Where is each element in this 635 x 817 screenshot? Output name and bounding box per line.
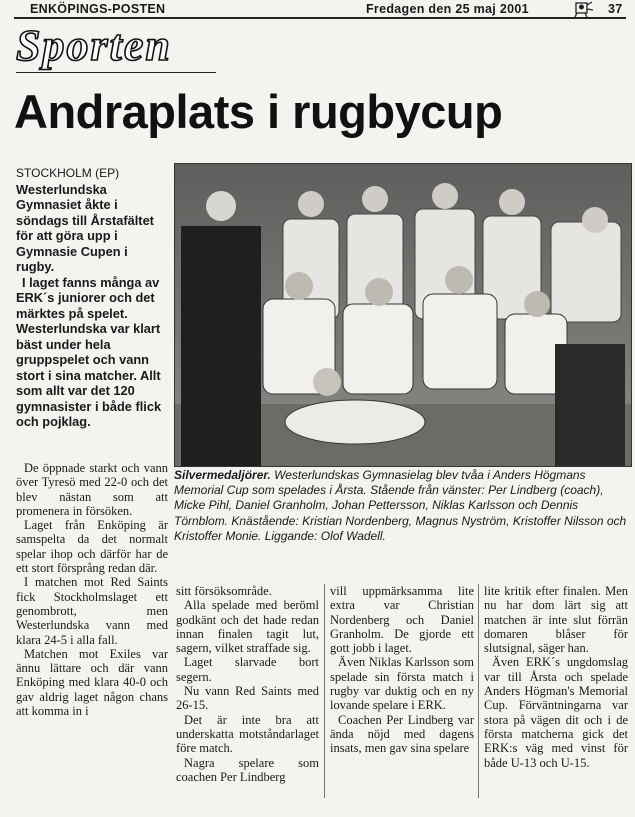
body-column-1 bbox=[16, 461, 168, 718]
lead-paragraph: I laget fanns många av ERK´s juniorer och det märktes på spelet. Westerlundska var klart bäst under hela gruppspelet och vann stort i sina matcher. Allt som allt var det 120 gymnasister i både flick och pojklag. bbox=[16, 274, 162, 429]
body-paragraph: De öppnade starkt och vann över Tyresö med 22-0 och det blev nästan som att promenera in försöken. bbox=[16, 461, 168, 518]
mascot-logo-icon bbox=[572, 0, 594, 18]
body-paragraph: Nagra spelare som coachen Per Lindberg bbox=[176, 755, 319, 784]
photo-caption bbox=[174, 468, 630, 544]
body-column-2 bbox=[176, 584, 319, 784]
article-lead bbox=[16, 166, 168, 430]
body-paragraph: Matchen mot Exiles var ännu lättare och där vann Enköping med klara 40-0 och gav aldrig laget någon chans att komma in i bbox=[16, 646, 168, 719]
body-paragraph: Det är inte bra att underskatta motståndarlaget före match. bbox=[176, 712, 319, 756]
masthead-rule bbox=[14, 17, 626, 19]
issue-date: Fredagen den 25 maj 2001 bbox=[366, 2, 529, 16]
column-divider bbox=[324, 584, 325, 798]
article-headline: Andraplats i rugbycup bbox=[14, 85, 503, 138]
body-paragraph: Alla spelade med beröml godkänt och det hade redan innan finalen tagit lut, sagern, vilket straffade sig. bbox=[176, 598, 319, 656]
section-title: Sporten bbox=[16, 21, 172, 70]
body-column-4 bbox=[484, 584, 628, 770]
column-divider bbox=[478, 584, 479, 798]
body-paragraph: Nu vann Red Saints med 26-15. bbox=[176, 684, 319, 713]
body-paragraph: Coachen Per Lindberg var ända nöjd med dagens insats, men gav sina spelare bbox=[330, 712, 474, 756]
dateline: STOCKHOLM (EP) bbox=[16, 166, 120, 180]
team-photo-image bbox=[174, 163, 632, 467]
body-paragraph: lite kritik efter finalen. Men nu har dom lärt sig att matchen är inte slut förrän domaren blåser för slutsignal, säger han. bbox=[484, 584, 628, 656]
page-number: 37 bbox=[608, 2, 623, 16]
lead-paragraph: Westerlundska Gymnasiet åkte i söndags till Årstafältet för att göra upp i Gymnasie Cupen i rugby. bbox=[16, 181, 154, 274]
masthead bbox=[16, 0, 628, 18]
caption-lead: Silvermedaljörer. bbox=[174, 468, 271, 482]
body-paragraph: sitt försöksområde. bbox=[176, 584, 272, 598]
team-photo-drawing bbox=[175, 164, 631, 466]
body-paragraph: Även ERK´s ungdomslag var till Årsta och spelade Anders Högman's Memorial Cup. Förväntningarna var stora på vägen dit och i de första matcherna gick det ERK:s väg med vinst för både U-13 och U-15. bbox=[484, 655, 628, 770]
body-paragraph: vill uppmärksamma lite extra var Christian Nordenberg och Daniel Granholm. De gjorde ett gott jobb i laget. bbox=[330, 584, 474, 656]
body-paragraph: Laget slarvade bort segern. bbox=[176, 655, 319, 684]
body-paragraph: Även Niklas Karlsson som spelade sin första match i rugby var duktig och en ny lovande spelare i ERK. bbox=[330, 655, 474, 713]
newspaper-name: ENKÖPINGS-POSTEN bbox=[30, 2, 166, 16]
body-column-3 bbox=[330, 584, 474, 756]
body-paragraph: I matchen mot Red Saints fick Stockholmslaget ett genombrott, men Westerlundska vann med klara 24-5 i alla fall. bbox=[16, 575, 168, 647]
caption-text: Westerlundskas Gymnasielag blev tvåa i Anders Högmans Memorial Cup som spelades i Årsta. Stående från vänster: Per Lindberg (coach), Micke Pihl, Daniel Granholm, Johan Pettersson, Niklas Karlsson och Dennis Törnblom. Knästående: Kristian Nordenberg, Magnus Nyström, Kristoffer Nilsson och Kristoffer Monie. Liggande: Olof Wadell. bbox=[174, 468, 627, 543]
body-paragraph: Laget från Enköping är samspelta da det normalt spelar ihop och därför har de ett stort försprång redan där. bbox=[16, 518, 168, 576]
section-underline bbox=[16, 72, 216, 73]
